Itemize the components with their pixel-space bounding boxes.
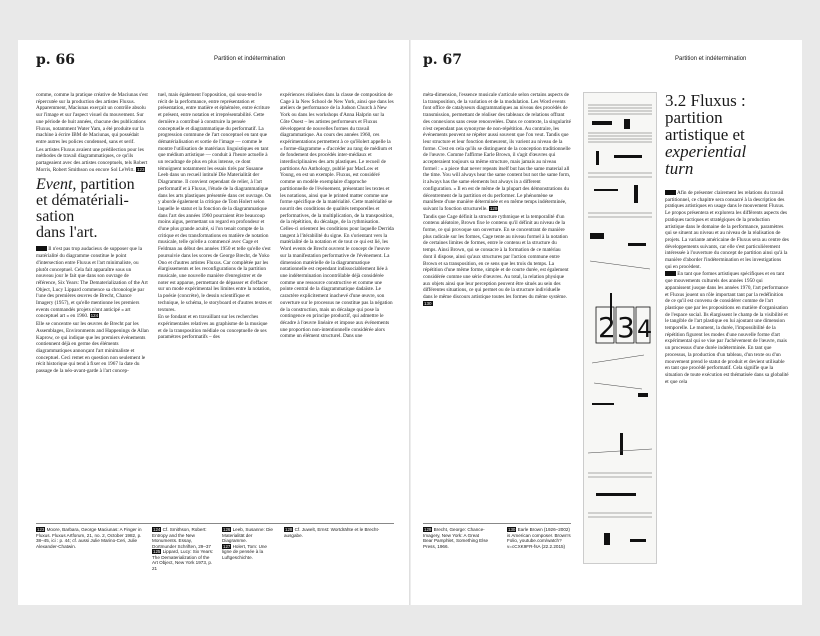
section-heading: 3.2 Fluxus : partition artistique et experiential turn: [665, 91, 747, 178]
footnote: 124 Cf. Smithson, Robert: Entropy and the New Monuments. Essay, Dortmunder Schriften, 29–37 125 Lippard, Lucy: Six Years: The Dematerialization of the Art Object, New York 1973, p. 21: [152, 527, 214, 571]
right-page: [411, 40, 802, 605]
left-col-1: [36, 92, 150, 520]
book-spread: [18, 40, 802, 605]
paragraph: tuel, mais également l'opposition, qui sous-tend le récit de la performance, entre représentation et présentation, entre matière et éphémère, entre écriture et présent, entre notation et irreprésentabilité. Cette dernière a contribué à construire la pensée conceptuelle et diagrammatique du performatif. La progression commune de l'art conceptuel en tant que dématérialisation et sortie de l'image — comme le montre l'utilisation de matériaux linguistiques en tant que médium artistique — conduit à l'heure actuelle à un recadrage de plus en plus intense, ce dont témoignent notamment les essais tirés par Susanne Leeb dans un recueil intitulé Die Materialität der Diagramme. Il convient cependant de relier, à l'art performatif et à Fluxus, l'étude de la diagrammatique dans les arts plastiques présentée dans cet ouvrage. On y aborde également la critique de Tom Holert selon laquelle le statut et la fonction de la diagrammatique dans l'art des années 1960 pourraient être beaucoup moins aigus, permettant un regard en profondeur et d'une plus grande acuité, si l'on tenait compte de la critique et des transformations en matière de notation musicale, telle qu'elle a commencé avec Cage et Feldman au début des années 1950 et telle qu'elle s'est poursuivie dans les scores de George Brecht, de Yoko Ono et d'autres artistes Fluxus. Car complétée par les élargissements et les reconfigurations de la partition musicale, une nouvelle manière d'enregistrer et de noter est apparue, permettant de dépasser et d'effacer sur un mode expérimental les limites entre la notation, la poésie (concrète), le dessin scientifique et technique, le schéma, le storyboard et d'autres textes et textures.: [158, 92, 272, 313]
page-number: p. 67: [423, 52, 463, 68]
paragraph: Elle se concentre sur les œuvres de Brecht par les Assemblages, Environments and Happenings de Allan Kaprow, ce qui indique que les premiers événements contiennent déjà en germe des éléments diagrammatiques annonçant l'art minimaliste et conceptuel. Ceci remet en question non seulement le récit historique qui tend à fixer en 1967 la date du passage de la néo-avant-garde à l'art concep-: [36, 321, 149, 375]
footnote: 126 Leeb, Susanne: Die Materialität der Diagramme. 127 Holert, Tom: Une ligne de pensée à la Luftgeschichte.: [222, 527, 273, 560]
footnote: 128 Cf. Juwelt, Ernst: Wortdrähte et le Brecht-ausgabe.: [284, 527, 380, 538]
running-head: Partition et indétermination: [214, 56, 286, 62]
figure-numeral: 2: [598, 311, 616, 344]
right-col-1: [423, 92, 571, 520]
figure-numeral: 3: [617, 311, 635, 344]
score-figure: [583, 92, 657, 564]
paragraph: comme, comme la pratique créative de Maciunas s'est répercutée sur la production des artistes Fluxus. Apparemment, Maciunas exerçait un contrôle absolu sur l'image et sur l'aspect visuel du mouvement. Sur une période de huit années, chacune des publications Fluxus, notamment Water Yam, a été produite sur la machine à écrire IBM de Maciunas, qui possédait entre autres les polices condensed, sans et serif.: [36, 92, 148, 145]
footnote: 129 Brecht, George: Chance-Imagery, New York: A Great Bear Pamphlet, Something Else Press, 1966.: [423, 527, 489, 549]
left-page: [18, 40, 409, 605]
running-head: Partition et indétermination: [675, 56, 747, 62]
paragraph: méta-dimension, l'essence musicale s'articule selon certains aspects de la transposition, de la variation et de la modulation. Les Word events font office de catalyseurs diagrammatiques au niveau des procédés de transmission, permettant de réaliser des tableaux de relations offrant des connexions sans cesse renouvelées. Dans ce contexte, la singularité n'est cependant pas synonyme de non-répétition. Au contraire, les événements peuvent se répéter aussi souvent que l'on veut. Tandis que leur structure et leur fonction demeurent, ils varient au niveau de la forme. C'est en cela qu'ils se distinguent de la conception traditionnelle de l'œuvre. Comme l'affirme Earle Brown, il s'agit d'œuvres qui accepteraient toujours sa même structure, mais jamais au niveau formel : « a piece that never repeats itself but has the same material all the time. You will always hear the same content but not the same form, it always has the same elements but always in a different configuration. » Il en est de même de la plupart des démonstrations du décentrement de la partition et du performer. Le phénomène se manifeste d'une manière déterminée et en même temps indéterminée, suivant la fonction structurelle.: [423, 92, 571, 212]
paragraph: En se fondant et en travaillant sur les recherches expérimentales relatives au graphisme de la musique et de la transposition médiale ou conceptuelle de ses paramètres performatifs – des: [158, 314, 268, 341]
paragraph: Il n'est pas trop audacieux de supposer que la matérialité du diagramme constitue le point d'intersection entre Fluxus et l'art minimaliste, ou plutôt conceptuel. Cela fait apparaître sous un nouveau jour le fait que dans son ouvrage de référence, Six Years: The Dematerialization of the Art Object, Lucy Lippard commence sa chronologie par l'une des premières œuvres de Brecht, Chance Imagery (1957), et qu'elle mentionne les premiers events commandés projets n'ont anticipé « art conceptuel art » en 1960.: [36, 246, 148, 320]
footnote-marker: 123: [136, 166, 145, 172]
footnote-marker: 130: [424, 300, 432, 306]
paragraph: Afin de présenter clairement les relations du travail partitionnel, ce chapitre sera consacré à la description des pratiques artistiques en usage dans le mouvement Fluxus. Le propos présentera et explorera les différents aspects des pratiques tactiques et stratégiques de la production artistique dans le domaine de la performance, paramètres qui se situent au niveau et au niveau de la réalisation de projets. La variante américaine de Fluxus sera au centre des développements suivants, car elle s'est particulièrement intéressée à l'ouverture du concept de partition ainsi qu'à la manière d'aborder l'indétermination et les investigations qui en procèdent.: [665, 190, 789, 270]
paragraph: expériences réalisées dans la classe de composition de Cage à la New School de New York, ainsi que dans les ateliers de performance de la Judson Church à New York ou dans les workshops d'Anna Halprin sur la Côte Ouest – les artistes performeurs et Fluxus développent de nouvelles formes du travail diagrammatique. Au cours des années 1960, ces expérimentations permettent à ce qu'Holert appelle la « forme-diagramme » d'accéder au rang de médium et de fondement des procédés inter-médiaux et interdisciplinaires des arts plastiques. Le recueil de partitions An Anthology, publié par MacLow et Young, en est un exemple. Fluxus, est considéré comme un modèle exemplaire d'approche partitionnelle de l'événement, présentant les textes et les notations, ainsi que le printed matter comme une forme spécifique de la matérialité. Cette matérialité se nourrit des conditions de qualités temporelles et performatives, de la multiplication, de la transposition, de la répétition, du décalage, de la rythmisation. Celles-ci orientent les conditions pour laquelle Derrida tangent à l'itérabilité du signe. En s'orientant vers la matérialité de la notation et de tout ce qui est lié, les Word events de Brecht ouvrent le concept de l'œuvre sur la manifestation performative de l'événement. La dimension matérielle de la diagrammatique notationnelle est cependant indissociablement liée à une indétermination incontrôlable déjà considérée comme une ressource constructive et comme une pointe central de la diagrammatique dadaïste. Le caractère explicitement inachevé d'une œuvre, son ouverture sur le processus ne constitue pas la négation de la construction, mais un décalage qui pose la contingence en principe productif, qui admettre le décadre à l'œuvre linéaire et impose aux événements une proportion non-intentionnelle considérée alors comme un élément structurel. Dans une: [280, 92, 394, 340]
graphic-score-image: [584, 93, 656, 563]
page-number: p. 66: [36, 52, 76, 68]
right-col-2: [665, 190, 789, 522]
left-col-2: [158, 92, 272, 520]
footnote-rule: [423, 523, 571, 524]
left-col-3: [280, 92, 394, 520]
footnote-rule: [36, 523, 394, 524]
footnote-marker: 129: [489, 205, 498, 211]
footnote-marker: 124: [90, 313, 99, 319]
paragraph: Les artistes Fluxus avaient une prédilection pour les méthodes de travail diagrammatiques, ce qu'ils partageaient avec des artistes conceptuels, tels Robert Morris, Robert Smithson ou encore Sol LeWitt.: [36, 146, 148, 173]
footnote: 130 Earle Brown (1926–2002) is American composer. Brown's Folio, youtube.com/watch?v=cCXK9FR-fsA (22.2.2015): [507, 527, 571, 549]
figure-numeral: 4: [637, 315, 653, 343]
paragraph: Tandis que Cage définit la structure rythmique et la temporalité d'un contenu aléatoire, Brown fixe le contenu qu'il définit au niveau de la forme, ce qui provoque son ouverture. En se concentrant de manière plus radicale sur les formes, Cage tente au niveau formel à la notation de certaines limites de formes, entre le contenu et la structure du temps. Ainsi Brown, qui se consacre à la formation de ce matériau dont il dispose, ainsi qu'aux structures par l'action commune entre Brown et sa transposition, en ce sens que les trois du temps. La répétition d'une même forme, simple et de courte durée, est également considérée comme une série d'œuvres. Au total, la relation physique aux objets ainsi que leur perception peuvent être situés au sein des différentes situations, ce qui permet ou de la structure individuelle dans le même discours artistique toutes les formes du même système.: [423, 213, 569, 301]
paragraph: En tant que formes artistiques spécifiques et en tant que mouvements culturels des années 1950 qui apparaissent jusque dans les années 1970, l'art performance et Fluxus jouent un rôle important tant par la redéfinition de ce qu'il est convenu de considérer comme de l'art plastique que par les propositions en matière d'organisation de l'espace social. Ils élargissent le champ de la visibilité et le tangible de l'art plastique en lui ajoutant une dimension temporelle. Le moment, la durée, l'impossibilité de la répétition figurent les modes d'une nouvelle forme d'art expérimental qui se vise par l'achèvement de l'œuvre, mais un processus d'une durée indéterminée. En tant que processus, la production d'un tableau, d'un texte ou d'un mouvement prend le statut de produit et devient utilisable en tant que procédé performatif. Cela signifie que la situation de toute exécution est thématisée dans sa globalité et que cela: [665, 271, 789, 385]
section-subhead: Event, partition et dématériali- sation dans l'art.: [36, 176, 135, 242]
footnote: 123 Moore, Barbara, George Maciunas: A Finger in Fluxus. Fluxus Artforum, 21, no. 2, October 1982, p. 38–45, ici : p. 44; cf. aussi Julie Marino-Ceri, Julie Alexander-Chatwin.: [36, 527, 142, 549]
